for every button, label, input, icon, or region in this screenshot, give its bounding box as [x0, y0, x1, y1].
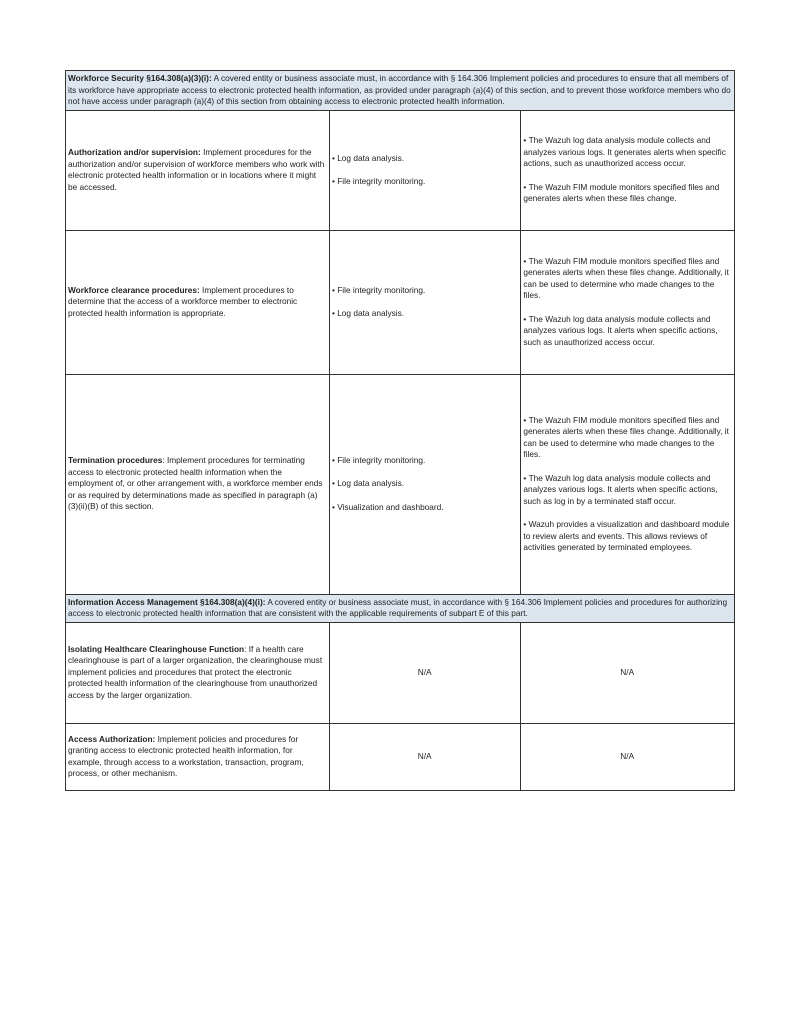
requirement-title: Access Authorization: [68, 733, 156, 744]
capabilities-list [332, 285, 517, 320]
details-cell [521, 374, 735, 594]
list-item: • Visualization and dashboard. [332, 502, 517, 514]
capabilities-list [332, 455, 517, 514]
list-item: • The Wazuh FIM module monitors specified files and generates alerts when these files change. Additionally, it can be used to determine who made changes to the files. [523, 256, 731, 302]
requirement-text: Implement procedures to determine that the access of a workforce member to electronic protected health information is appropriate. [68, 284, 298, 318]
requirement-text: Implement policies and procedures for granting access to electronic protected health information, for example, through access to a workstation, transaction, program, process, or other mechanism. [68, 733, 304, 778]
requirement-title: Termination procedures [68, 455, 163, 466]
requirement-title: Isolating Healthcare Clearinghouse Function [68, 643, 245, 654]
requirement-cell [66, 110, 330, 230]
details-cell [521, 230, 735, 374]
section-header-information-access-management [66, 594, 735, 622]
list-item: • File integrity monitoring. [332, 455, 517, 467]
capabilities-list [332, 153, 517, 188]
list-item: • The Wazuh log data analysis module collects and analyzes various logs. It alerts when specific actions, such as unauthorized access occur. [523, 314, 731, 349]
table-row [66, 110, 735, 230]
list-item: • Log data analysis. [332, 153, 517, 165]
capabilities-na-cell: N/A [329, 723, 520, 790]
table-row [66, 723, 735, 790]
list-item: • The Wazuh log data analysis module collects and analyzes various logs. It generates alerts when specific actions, such as unauthorized access occur. [523, 135, 731, 170]
list-item: • Log data analysis. [332, 478, 517, 490]
hipaa-compliance-table [65, 70, 735, 791]
table-row [66, 622, 735, 723]
requirement-cell [66, 622, 330, 723]
list-item: • Wazuh provides a visualization and dashboard module to review alerts and events. This allows reviews of activities generated by terminated employees. [523, 519, 731, 554]
capabilities-cell [329, 374, 520, 594]
capabilities-na-cell: N/A [329, 622, 520, 723]
section-header-row [66, 71, 735, 111]
requirement-text: : Implement procedures for terminating access to electronic protected health information when the employment of, or other arrangement with, a workforce member ends or as required by determinations made as specified in paragraph (a)(3)(ii)(B) of this section. [68, 455, 323, 512]
requirement-cell [66, 230, 330, 374]
details-list [523, 256, 731, 349]
list-item: • File integrity monitoring. [332, 285, 517, 297]
table-row [66, 374, 735, 594]
requirement-title: Authorization and/or supervision: [68, 147, 201, 157]
list-item: • Log data analysis. [332, 308, 517, 320]
requirement-text: : If a health care clearinghouse is part of a larger organization, the clearinghouse must implement policies and procedures that protect the electronic protected health information of the clearinghouse from unauthorized access by the larger organization. [68, 643, 323, 700]
requirement-cell [66, 374, 330, 594]
capabilities-cell [329, 110, 520, 230]
section-title: Information Access Management §164.308(a)(4)(i): [68, 596, 266, 607]
details-na-cell: N/A [521, 723, 735, 790]
capabilities-cell [329, 230, 520, 374]
requirement-text: Implement procedures for the authorization and/or supervision of workforce members who work with electronic protected health information or in locations where it might be accessed. [68, 147, 325, 192]
details-cell [521, 110, 735, 230]
list-item: • The Wazuh log data analysis module collects and analyzes various logs. It alerts when specific actions, such as log in by a terminated staff occur. [523, 473, 731, 508]
list-item: • The Wazuh FIM module monitors specified files and generates alerts when these files change. Additionally, it can be used to determine who made changes to the files. [523, 415, 731, 461]
details-na-cell: N/A [521, 622, 735, 723]
list-item: • The Wazuh FIM module monitors specified files and generates alerts when these files change. [523, 182, 731, 205]
section-header-workforce-security [66, 71, 735, 111]
section-header-row [66, 594, 735, 622]
details-list [523, 135, 731, 205]
section-title: Workforce Security §164.308(a)(3)(i): [68, 73, 212, 83]
requirement-title: Workforce clearance procedures: [68, 284, 200, 295]
details-list [523, 415, 731, 554]
table-row [66, 230, 735, 374]
section-description: A covered entity or business associate must, in accordance with § 164.306 Implement policies and procedures for authorizing access to electronic protected health information that are consistent with the applicable requirements of subpart E of this part. [68, 596, 728, 618]
list-item: • File integrity monitoring. [332, 176, 517, 188]
section-description: A covered entity or business associate must, in accordance with § 164.306 Implement policies and procedures to ensure that all members of its workforce have appropriate access to electronic protected health information, as provided under paragraph (a)(4) of this section, and to prevent those workforce members who do not have access under paragraph (a)(4) of this section from obtaining access to electronic protected health information. [68, 73, 731, 106]
requirement-cell [66, 723, 330, 790]
